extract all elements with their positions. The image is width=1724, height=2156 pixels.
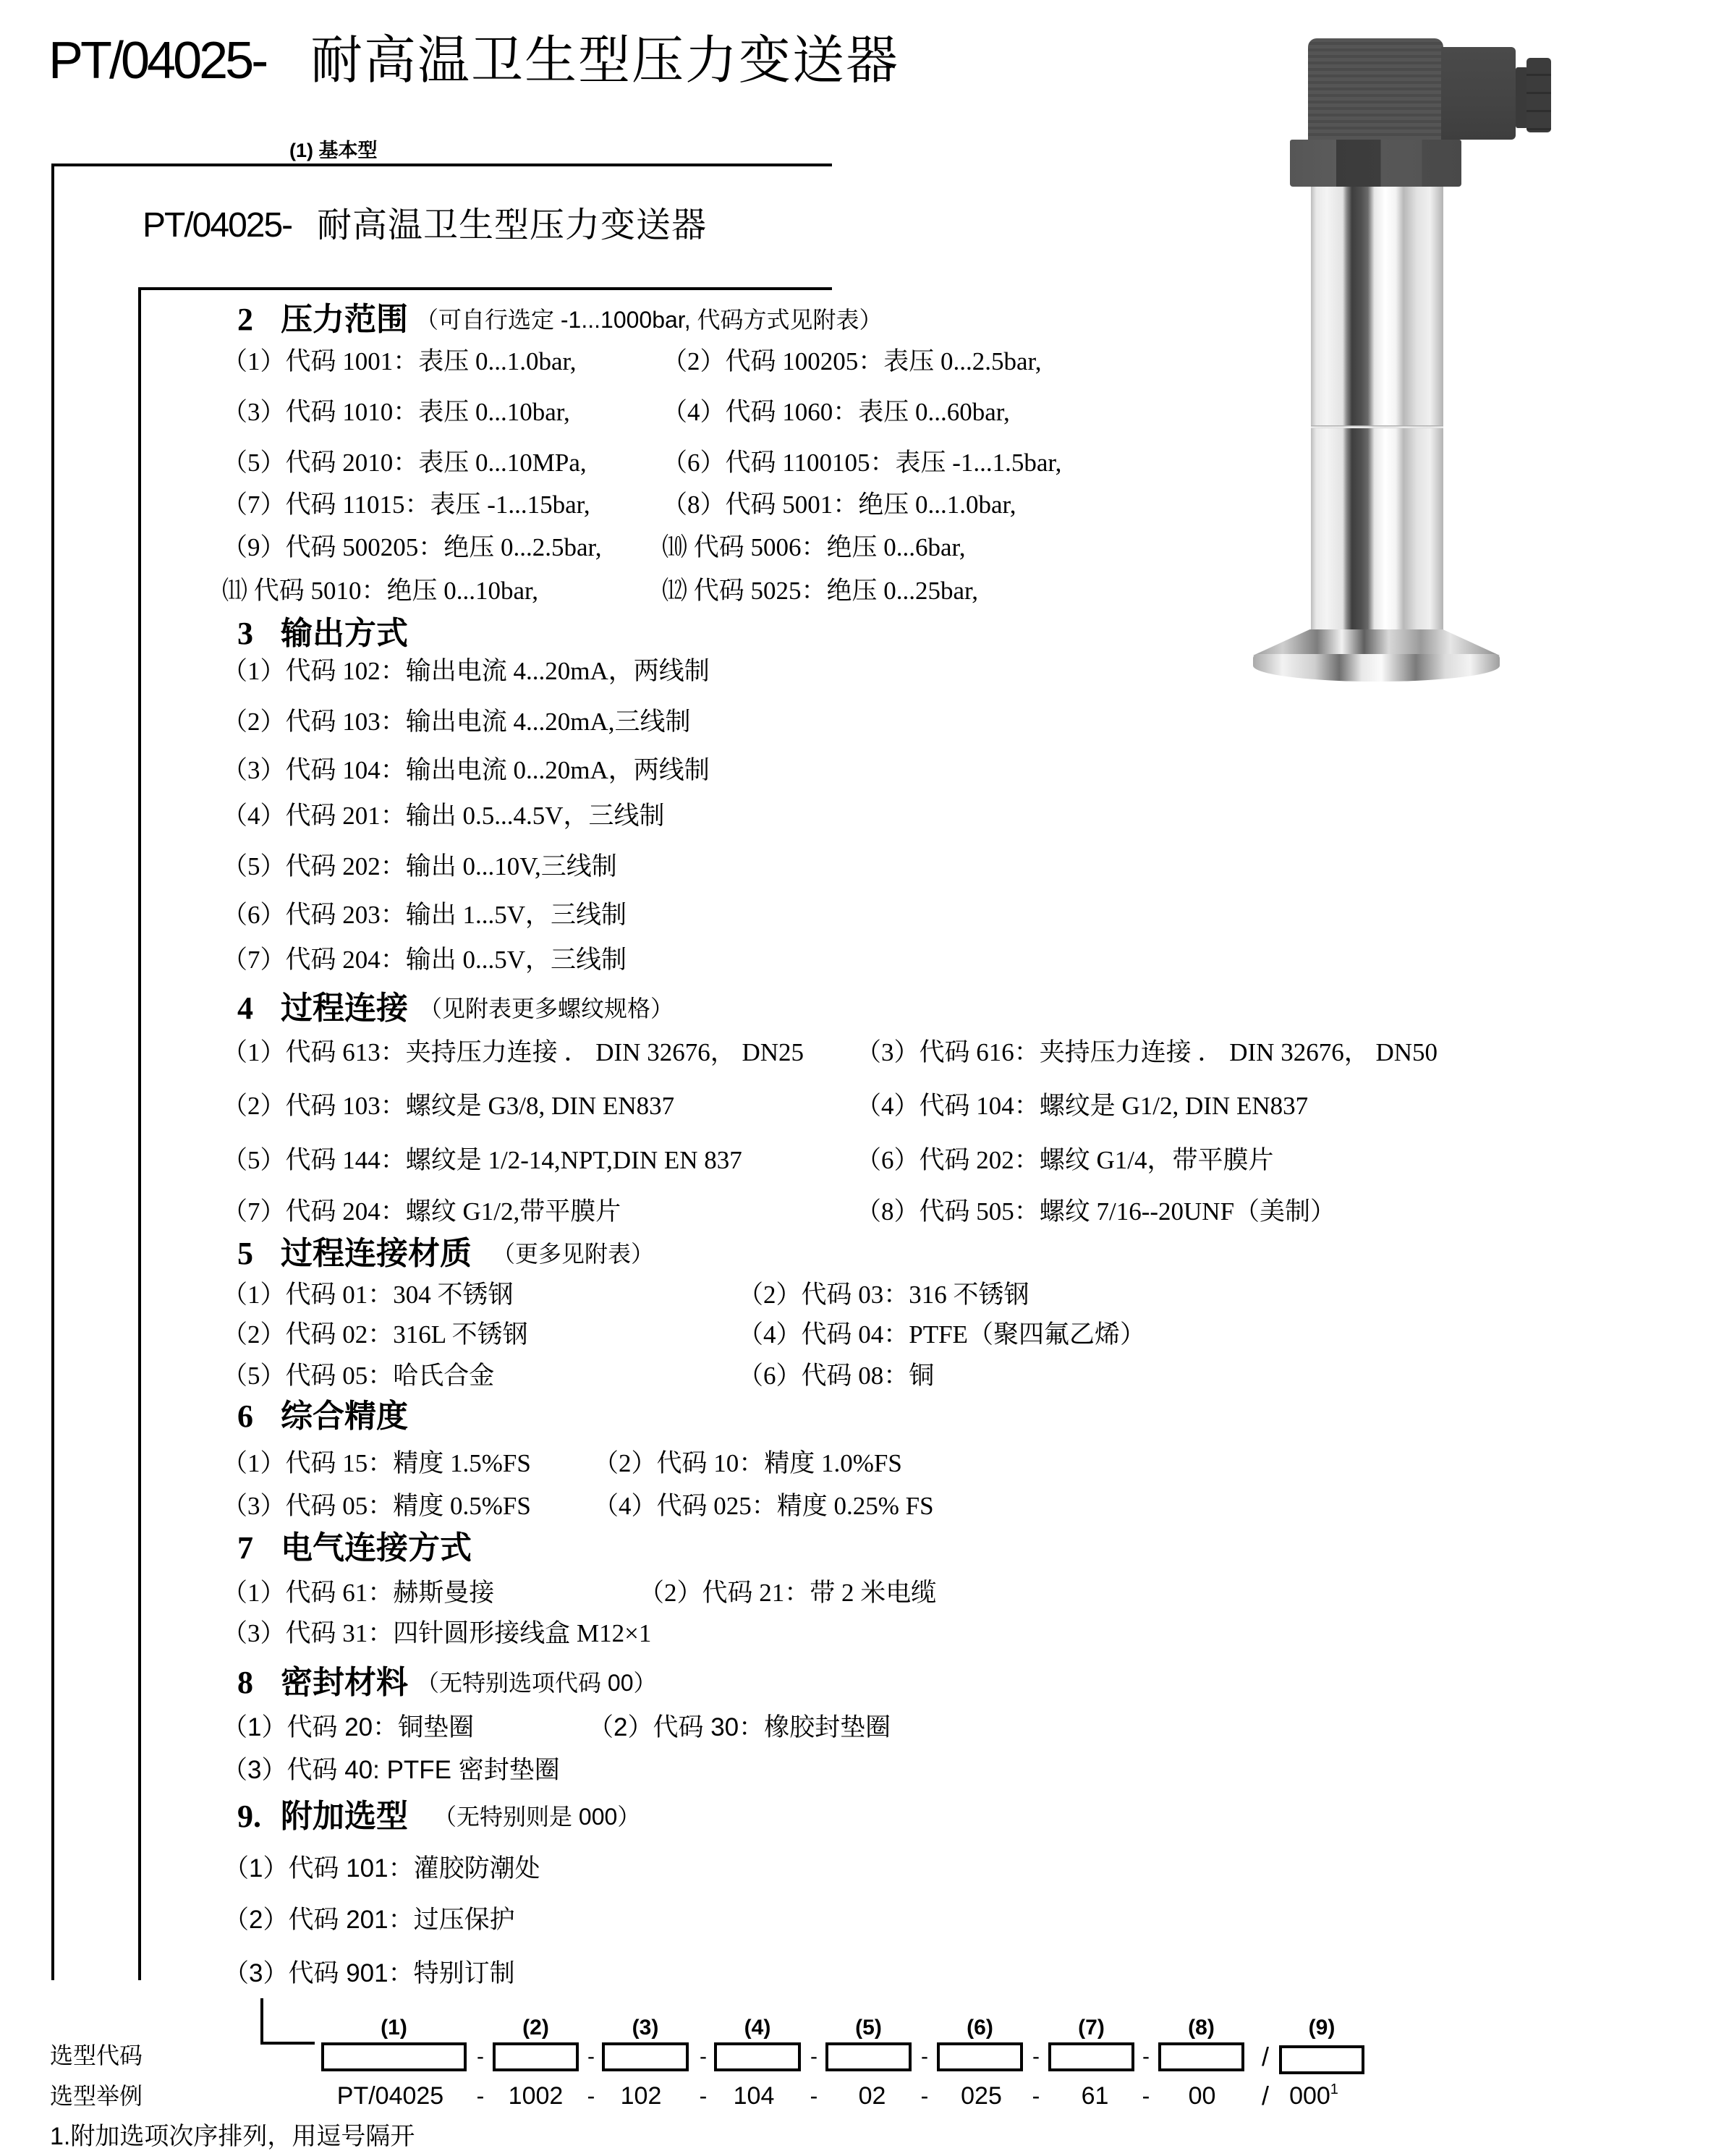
example-value: 02 xyxy=(858,2082,886,2110)
example-value: 000 xyxy=(1289,2082,1330,2110)
page-title-code: PT/04025- xyxy=(48,32,266,90)
option-item: （1）代码 102：输出电流 4...20mA，两线制 xyxy=(222,657,710,685)
connector-housing xyxy=(1308,38,1443,140)
option-item: （2）代码 103：输出电流 4...20mA,三线制 xyxy=(222,708,691,736)
stainless-steel-body xyxy=(1311,187,1443,632)
separator-dash: - xyxy=(476,2083,485,2109)
separator-dash: - xyxy=(810,2045,818,2068)
product-name: 耐高温卫生型压力变送器 xyxy=(317,206,708,245)
slot-label: (5) xyxy=(855,2016,882,2040)
separator-dash: - xyxy=(920,2083,929,2109)
option-item: （5）代码 202：输出 0...10V,三线制 xyxy=(222,852,617,880)
hex-nut xyxy=(1290,140,1461,187)
section-number: 2 xyxy=(237,302,253,337)
separator-dash: - xyxy=(1142,2083,1150,2109)
option-item: （4）代码 1060：表压 0...60bar, xyxy=(662,398,1010,426)
separator-dash: - xyxy=(1032,2083,1040,2109)
code-slot-box xyxy=(602,2042,689,2071)
section-number: 5 xyxy=(237,1236,253,1271)
example-value: 61 xyxy=(1081,2082,1109,2110)
option-item: （1）代码 20：铜垫圈 xyxy=(222,1713,475,1741)
example-value: PT/04025 xyxy=(336,2082,444,2110)
section-title: 压力范围 xyxy=(281,302,408,337)
option-item: （2）代码 10：精度 1.0%FS xyxy=(593,1449,902,1477)
code-slot-box xyxy=(321,2042,467,2071)
separator-dash: - xyxy=(921,2045,928,2068)
code-slot-box xyxy=(1048,2042,1134,2071)
slot-label: (1) xyxy=(381,2016,407,2040)
section-title: 过程连接 xyxy=(281,990,408,1026)
option-item: （7）代码 11015：表压 -1...15bar, xyxy=(222,491,590,519)
code-slot-box xyxy=(1279,2045,1364,2074)
section-title: 过程连接材质 xyxy=(281,1236,472,1271)
option-item: ⑿ 代码 5025：绝压 0...25bar, xyxy=(662,577,979,605)
inner-bracket-top-line xyxy=(138,287,832,290)
section-number: 4 xyxy=(237,990,253,1026)
option-item: （2）代码 02：316L 不锈钢 xyxy=(222,1320,528,1349)
option-item: （5）代码 144：螺纹是 1/2-14,NPT,DIN EN 837 xyxy=(222,1146,742,1174)
section-title: 附加选型 xyxy=(281,1799,408,1834)
tri-clamp-flange-cone xyxy=(1253,629,1500,655)
slot-label: (7) xyxy=(1078,2016,1105,2040)
option-item: （8）代码 5001：绝压 0...1.0bar, xyxy=(662,491,1016,519)
option-item: （1）代码 101：灌胶防潮处 xyxy=(224,1854,540,1883)
section-number: 6 xyxy=(237,1399,253,1434)
option-item: （7）代码 204：输出 0...5V，三线制 xyxy=(222,946,627,974)
option-item: （4）代码 04：PTFE（聚四氟乙烯） xyxy=(738,1320,1145,1349)
section-note: （无特别则是 000） xyxy=(433,1804,641,1830)
option-item: （7）代码 204：螺纹 G1/2,带平膜片 xyxy=(222,1197,621,1226)
body-seam-line xyxy=(1311,425,1443,428)
page-title-name: 耐高温卫生型压力变送器 xyxy=(310,32,900,90)
option-item: （2）代码 100205：表压 0...2.5bar, xyxy=(662,347,1042,375)
option-item: （6）代码 203：输出 1...5V，三线制 xyxy=(222,901,627,929)
outer-bracket-top-line xyxy=(51,164,832,166)
product-code: PT/04025- xyxy=(143,206,292,245)
option-item: （4）代码 025：精度 0.25% FS xyxy=(593,1492,934,1520)
option-item: （1）代码 1001：表压 0...1.0bar, xyxy=(222,347,577,375)
example-value: 00 xyxy=(1188,2082,1216,2110)
slot-label: (8) xyxy=(1188,2016,1215,2040)
option-item: （9）代码 500205：绝压 0...2.5bar, xyxy=(222,533,602,561)
selection-bracket-horizontal xyxy=(260,2042,315,2045)
option-item: （1）代码 61：赫斯曼接 xyxy=(222,1579,495,1607)
option-item: （2）代码 103：螺纹是 G3/8, DIN EN837 xyxy=(222,1092,675,1120)
code-slot-box xyxy=(493,2042,579,2071)
section-number: 7 xyxy=(237,1530,253,1566)
option-item: （4）代码 104：螺纹是 G1/2, DIN EN837 xyxy=(856,1092,1309,1120)
option-item: （1）代码 15：精度 1.5%FS xyxy=(222,1449,531,1477)
section-title: 输出方式 xyxy=(281,616,408,651)
option-item: （5）代码 05：哈氏合金 xyxy=(222,1362,495,1390)
section-note: （更多见附表） xyxy=(492,1241,655,1267)
separator-slash: / xyxy=(1261,2042,1269,2071)
code-slot-box xyxy=(714,2042,801,2071)
slot-label: (6) xyxy=(967,2016,993,2040)
option-item: （3）代码 40: PTFE 密封垫圈 xyxy=(222,1756,560,1784)
slot-label: (3) xyxy=(632,2016,659,2040)
option-item: （2）代码 03：316 不锈钢 xyxy=(738,1281,1029,1309)
option-item: （6）代码 1100105：表压 -1...1.5bar, xyxy=(662,449,1062,477)
option-item: ⑾ 代码 5010：绝压 0...10bar, xyxy=(222,577,539,605)
separator-dash: - xyxy=(587,2045,595,2068)
inner-bracket-vertical-line xyxy=(138,287,141,1980)
footnote-text: 1.附加选项次序排列，用逗号隔开 xyxy=(50,2123,415,2150)
section-number: 8 xyxy=(237,1665,253,1700)
option-item: （3）代码 104：输出电流 0...20mA，两线制 xyxy=(222,756,710,784)
option-item: （3）代码 616：夹持压力连接 ． DIN 32676， DN50 xyxy=(856,1038,1438,1066)
option-item: （4）代码 201：输出 0.5...4.5V，三线制 xyxy=(222,802,665,830)
section-note: （无特别选项代码 00） xyxy=(416,1670,657,1696)
option-item: （1）代码 613：夹持压力连接 ． DIN 32676， DN25 xyxy=(222,1038,804,1066)
code-slot-box xyxy=(1158,2042,1244,2071)
separator-dash: - xyxy=(1032,2045,1040,2068)
section-title: 电气连接方式 xyxy=(281,1530,472,1566)
option-item: （6）代码 202：螺纹 G1/4，带平膜片 xyxy=(856,1146,1274,1174)
separator-dash: - xyxy=(477,2045,484,2068)
basic-type-label: (1) 基本型 xyxy=(289,140,378,161)
example-value: 1002 xyxy=(508,2082,564,2110)
code-slot-box xyxy=(825,2042,912,2071)
option-item: （2）代码 30：橡胶封垫圈 xyxy=(588,1713,891,1741)
footnote-marker: 1 xyxy=(1330,2081,1338,2097)
separator-dash: - xyxy=(810,2083,818,2109)
separator-dash: - xyxy=(587,2083,595,2109)
option-item: （2）代码 201：过压保护 xyxy=(224,1906,515,1934)
option-item: （3）代码 901：特别订制 xyxy=(224,1959,515,1987)
slot-label: (9) xyxy=(1308,2016,1336,2040)
example-value: 025 xyxy=(961,2082,1002,2110)
connector-arm xyxy=(1441,47,1516,140)
cable-gland-nut xyxy=(1526,58,1551,132)
section-note: （见附表更多螺纹规格） xyxy=(419,996,674,1022)
section-title: 密封材料 xyxy=(281,1665,408,1700)
section-note: （可自行选定 -1...1000bar, 代码方式见附表） xyxy=(415,307,883,333)
option-item: （1）代码 01：304 不锈钢 xyxy=(222,1281,514,1309)
separator-slash: / xyxy=(1261,2081,1269,2110)
section-title: 综合精度 xyxy=(281,1399,408,1434)
slot-label: (2) xyxy=(522,2016,549,2040)
section-number: 9. xyxy=(237,1799,261,1834)
option-item: （6）代码 08：铜 xyxy=(738,1362,935,1390)
separator-dash: - xyxy=(699,2083,708,2109)
example-value: 104 xyxy=(733,2082,775,2110)
option-item: （3）代码 05：精度 0.5%FS xyxy=(222,1492,531,1520)
example-value: 102 xyxy=(620,2082,662,2110)
outer-bracket-vertical-line xyxy=(51,164,54,1980)
separator-dash: - xyxy=(700,2045,707,2068)
example-value-with-footnote xyxy=(1271,2081,1356,2110)
separator-dash: - xyxy=(1142,2045,1150,2068)
option-item: （5）代码 2010：表压 0...10MPa, xyxy=(222,449,587,477)
slot-label: (4) xyxy=(744,2016,771,2040)
selection-bracket-vertical xyxy=(260,1998,263,2045)
section-number: 3 xyxy=(237,616,253,651)
option-item: ⑽ 代码 5006：绝压 0...6bar, xyxy=(662,533,966,561)
tri-clamp-flange-rim xyxy=(1253,654,1500,682)
option-item: （2）代码 21：带 2 米电缆 xyxy=(639,1579,937,1607)
code-slot-box xyxy=(937,2042,1023,2071)
option-item: （3）代码 31：四针圆形接线盒 M12×1 xyxy=(222,1619,652,1647)
option-item: （8）代码 505：螺纹 7/16--20UNF（美制） xyxy=(856,1197,1336,1226)
option-item: （3）代码 1010：表压 0...10bar, xyxy=(222,398,570,426)
selection-example-label: 选型举例 xyxy=(50,2083,143,2109)
selection-code-label: 选型代码 xyxy=(50,2042,143,2068)
